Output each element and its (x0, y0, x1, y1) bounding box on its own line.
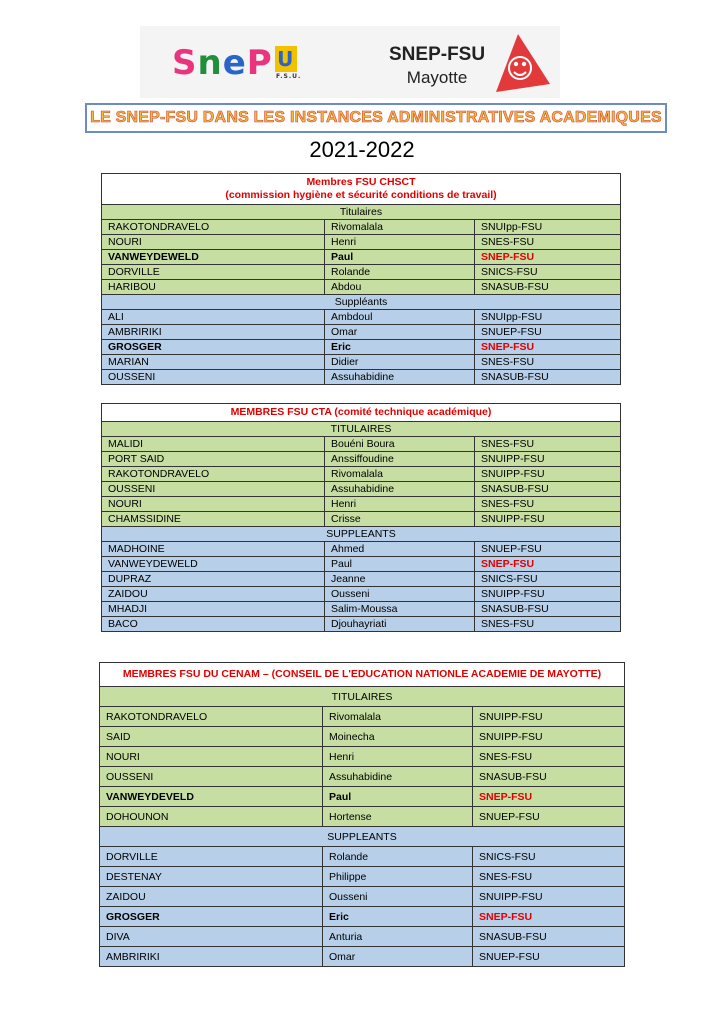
member-firstname: Philippe (323, 867, 473, 887)
logo-letter: n (197, 43, 223, 83)
member-firstname: Jeanne (325, 572, 475, 587)
member-firstname: Henri (325, 497, 475, 512)
member-firstname: Paul (325, 250, 475, 265)
table-row (100, 887, 625, 907)
member-union: SNUIPP-FSU (473, 887, 625, 907)
logo-letter: U (275, 46, 297, 72)
member-surname: MADHOINE (102, 542, 325, 557)
table-row (102, 467, 621, 482)
table-row (102, 572, 621, 587)
table-row (100, 727, 625, 747)
table-row (102, 497, 621, 512)
member-union: SNES-FSU (475, 235, 621, 250)
member-surname: NOURI (102, 235, 325, 250)
member-union: SNES-FSU (473, 747, 625, 767)
section-label: SUPPLEANTS (100, 827, 625, 847)
table-row (100, 707, 625, 727)
member-firstname: Ousseni (323, 887, 473, 907)
member-surname: ZAIDOU (100, 887, 323, 907)
table-row (102, 310, 621, 325)
logo-letter: e (222, 43, 247, 83)
member-surname: DORVILLE (100, 847, 323, 867)
page-title-box (85, 103, 667, 133)
member-surname: AMBRIRIKI (100, 947, 323, 967)
table-row (102, 250, 621, 265)
table-row (102, 235, 621, 250)
table-heading: MEMBRES FSU DU CENAM – (CONSEIL DE L'EDUCATION NATIONLE ACADEMIE DE MAYOTTE) (100, 663, 625, 687)
table-heading-line: Membres FSU CHSCT (306, 176, 416, 188)
table-row (100, 807, 625, 827)
section-label: TITULAIRES (102, 422, 621, 437)
member-surname: PORT SAID (102, 452, 325, 467)
logo-small-text: F.S.U. (276, 73, 302, 80)
member-surname: RAKOTONDRAVELO (102, 220, 325, 235)
member-surname: ALI (102, 310, 325, 325)
member-firstname: Assuhabidine (325, 370, 475, 385)
table-row (100, 747, 625, 767)
member-union: SNICS-FSU (473, 847, 625, 867)
member-firstname: Anturia (323, 927, 473, 947)
member-surname: MARIAN (102, 355, 325, 370)
member-firstname: Abdou (325, 280, 475, 295)
table-row (102, 617, 621, 632)
member-surname: VANWEYDEVELD (100, 787, 323, 807)
member-surname: OUSSENI (100, 767, 323, 787)
member-firstname: Assuhabidine (323, 767, 473, 787)
member-union: SNUEP-FSU (473, 947, 625, 967)
member-surname: GROSGER (102, 340, 325, 355)
table-row (100, 767, 625, 787)
member-union: SNUIPP-FSU (473, 707, 625, 727)
member-firstname: Henri (325, 235, 475, 250)
section-label: SUPPLEANTS (102, 527, 621, 542)
member-union: SNASUB-FSU (473, 927, 625, 947)
member-firstname: Eric (323, 907, 473, 927)
table-row (102, 542, 621, 557)
table-heading: MEMBRES FSU CTA (comité technique académique) (102, 404, 621, 422)
table-row (100, 927, 625, 947)
table-row (102, 325, 621, 340)
member-surname: HARIBOU (102, 280, 325, 295)
member-union: SNUIPP-FSU (475, 452, 621, 467)
member-firstname: Rivomalala (325, 467, 475, 482)
table-row (100, 847, 625, 867)
member-union: SNES-FSU (473, 867, 625, 887)
member-firstname: Rivomalala (325, 220, 475, 235)
table-row (100, 907, 625, 927)
page-title: LE SNEP-FSU DANS LES INSTANCES ADMINISTRATIVES ACADEMIQUES (90, 109, 662, 126)
school-year: 2021-2022 (309, 137, 415, 162)
member-firstname: Moinecha (323, 727, 473, 747)
member-surname: RAKOTONDRAVELO (100, 707, 323, 727)
member-union: SNEP-FSU (473, 787, 625, 807)
member-firstname: Rivomalala (323, 707, 473, 727)
chsct-table (101, 173, 621, 385)
member-union: SNUEP-FSU (475, 325, 621, 340)
table-row (102, 512, 621, 527)
member-surname: DORVILLE (102, 265, 325, 280)
table-row (102, 602, 621, 617)
member-union: SNEP-FSU (475, 340, 621, 355)
table-row (100, 787, 625, 807)
member-firstname: Eric (325, 340, 475, 355)
member-firstname: Rolande (325, 265, 475, 280)
member-surname: GROSGER (100, 907, 323, 927)
member-surname: AMBRIRIKI (102, 325, 325, 340)
member-firstname: Paul (325, 557, 475, 572)
member-surname: SAID (100, 727, 323, 747)
member-union: SNASUB-FSU (475, 602, 621, 617)
section-label: Titulaires (102, 205, 621, 220)
member-union: SNES-FSU (475, 437, 621, 452)
org-region: Mayotte (406, 68, 468, 87)
member-union: SNEP-FSU (473, 907, 625, 927)
table-heading (102, 174, 621, 205)
member-firstname: Bouéni Boura (325, 437, 475, 452)
member-union: SNEP-FSU (475, 250, 621, 265)
table-row (102, 452, 621, 467)
section-label: TITULAIRES (100, 687, 625, 707)
section-label: Suppléants (102, 295, 621, 310)
table-row (102, 220, 621, 235)
member-union: SNASUB-FSU (475, 370, 621, 385)
member-union: SNES-FSU (475, 355, 621, 370)
snep-logo (172, 43, 302, 83)
member-firstname: Djouhayriati (325, 617, 475, 632)
fsu-logo-icon (496, 34, 550, 92)
member-surname: OUSSENI (102, 370, 325, 385)
member-firstname: Rolande (323, 847, 473, 867)
member-firstname: Paul (323, 787, 473, 807)
member-firstname: Ousseni (325, 587, 475, 602)
table-row (102, 557, 621, 572)
org-name: SNEP-FSU (389, 44, 486, 65)
table-heading-line: (commission hygiène et sécurité conditions de travail) (225, 189, 497, 201)
member-union: SNASUB-FSU (475, 482, 621, 497)
member-surname: DESTENAY (100, 867, 323, 887)
member-surname: DOHOUNON (100, 807, 323, 827)
logo-letter: S (172, 43, 198, 83)
member-union: SNUIPP-FSU (473, 727, 625, 747)
member-firstname: Omar (325, 325, 475, 340)
table-row (100, 867, 625, 887)
table-row (100, 947, 625, 967)
member-surname: CHAMSSIDINE (102, 512, 325, 527)
member-surname: VANWEYDEWELD (102, 557, 325, 572)
member-surname: DUPRAZ (102, 572, 325, 587)
table-row (102, 340, 621, 355)
logo-letter: P (246, 43, 273, 83)
member-firstname: Assuhabidine (325, 482, 475, 497)
cenam-table (99, 662, 625, 967)
member-union: SNUIPP-FSU (475, 512, 621, 527)
member-surname: OUSSENI (102, 482, 325, 497)
table-row (102, 437, 621, 452)
member-union: SNUIPP-FSU (475, 467, 621, 482)
member-union: SNUIpp-FSU (475, 220, 621, 235)
member-union: SNUEP-FSU (473, 807, 625, 827)
member-surname: BACO (102, 617, 325, 632)
table-row (102, 280, 621, 295)
member-firstname: Ambdoul (325, 310, 475, 325)
member-union: SNASUB-FSU (475, 280, 621, 295)
member-union: SNUEP-FSU (475, 542, 621, 557)
member-union: SNUIPP-FSU (475, 587, 621, 602)
member-surname: DIVA (100, 927, 323, 947)
member-firstname: Henri (323, 747, 473, 767)
table-row (102, 265, 621, 280)
table-row (102, 482, 621, 497)
member-surname: VANWEYDEWELD (102, 250, 325, 265)
member-surname: ZAIDOU (102, 587, 325, 602)
member-firstname: Crisse (325, 512, 475, 527)
member-surname: RAKOTONDRAVELO (102, 467, 325, 482)
member-surname: MALIDI (102, 437, 325, 452)
member-union: SNASUB-FSU (473, 767, 625, 787)
table-row (102, 370, 621, 385)
member-surname: NOURI (102, 497, 325, 512)
member-union: SNES-FSU (475, 617, 621, 632)
member-surname: NOURI (100, 747, 323, 767)
member-firstname: Salim-Moussa (325, 602, 475, 617)
member-union: SNICS-FSU (475, 265, 621, 280)
member-firstname: Didier (325, 355, 475, 370)
member-firstname: Anssiffoudine (325, 452, 475, 467)
member-union: SNES-FSU (475, 497, 621, 512)
member-firstname: Hortense (323, 807, 473, 827)
table-row (102, 587, 621, 602)
member-surname: MHADJI (102, 602, 325, 617)
member-firstname: Omar (323, 947, 473, 967)
org-name-block (389, 44, 485, 88)
member-union: SNICS-FSU (475, 572, 621, 587)
member-firstname: Ahmed (325, 542, 475, 557)
table-row (102, 355, 621, 370)
member-union: SNEP-FSU (475, 557, 621, 572)
cta-table (101, 403, 621, 632)
member-union: SNUIpp-FSU (475, 310, 621, 325)
